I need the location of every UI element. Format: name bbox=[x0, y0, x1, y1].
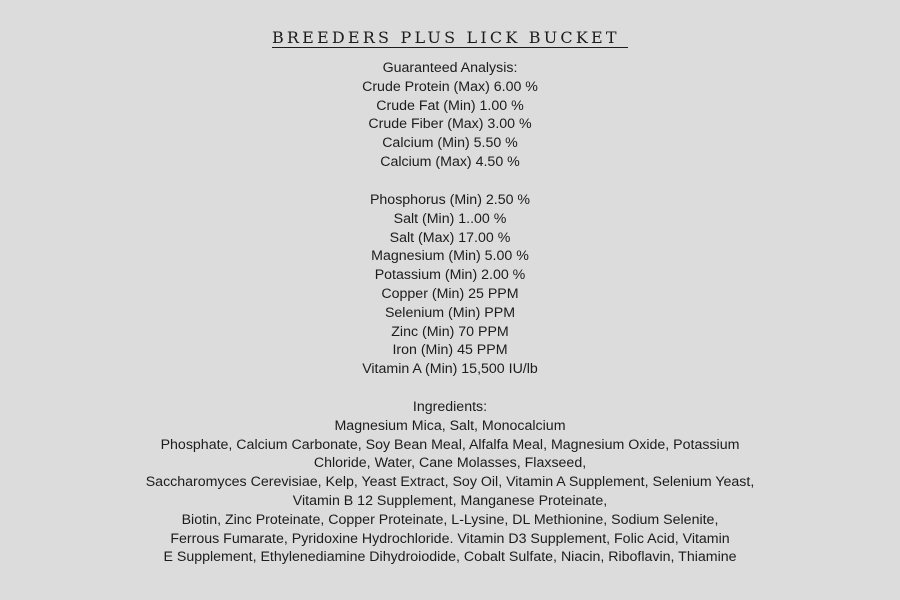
ingredients-line: Phosphate, Calcium Carbonate, Soy Bean Meal, Alfalfa Meal, Magnesium Oxide, Potassium bbox=[160, 436, 740, 453]
ingredients-line: Saccharomyces Cerevisiae, Kelp, Yeast Extract, Soy Oil, Vitamin A Supplement, Selenium Yeast, bbox=[145, 474, 755, 491]
analysis-line: Crude Fat (Min) 1.00 % bbox=[376, 97, 524, 114]
mineral-line: Salt (Max) 17.00 % bbox=[389, 229, 511, 246]
product-title bbox=[0, 27, 900, 49]
ingredients-line: Ferrous Fumarate, Pyridoxine Hydrochloride. Vitamin D3 Supplement, Folic Acid, Vitamin bbox=[170, 530, 730, 547]
mineral-line: Copper (Min) 25 PPM bbox=[381, 285, 519, 302]
product-title-text: BREEDERS PLUS LICK BUCKET bbox=[271, 28, 629, 47]
mineral-line: Potassium (Min) 2.00 % bbox=[374, 267, 526, 284]
ingredients-section bbox=[0, 398, 900, 567]
analysis-line: Crude Fiber (Max) 3.00 % bbox=[368, 116, 532, 133]
mineral-line: Salt (Min) 1..00 % bbox=[393, 210, 507, 227]
mineral-line: Magnesium (Min) 5.00 % bbox=[371, 248, 529, 265]
mineral-line: Phosphorus (Min) 2.50 % bbox=[369, 192, 531, 208]
analysis-line: Crude Protein (Max) 6.00 % bbox=[362, 78, 538, 95]
mineral-line: Vitamin A (Min) 15,500 IU/lb bbox=[362, 361, 538, 378]
mineral-line: Zinc (Min) 70 PPM bbox=[391, 323, 509, 340]
mineral-line: Iron (Min) 45 PPM bbox=[392, 342, 508, 359]
ingredients-line: Biotin, Zinc Proteinate, Copper Proteinate, L-Lysine, DL Methionine, Sodium Selenite, bbox=[181, 511, 719, 528]
ingredients-line: Chloride, Water, Cane Molasses, Flaxseed, bbox=[313, 455, 587, 472]
mineral-analysis-section bbox=[0, 191, 900, 379]
ingredients-line: Vitamin B 12 Supplement, Manganese Proteinate, bbox=[292, 492, 608, 509]
ingredients-heading: Ingredients: bbox=[412, 399, 488, 415]
analysis-heading: Guaranteed Analysis: bbox=[382, 60, 518, 76]
mineral-line: Selenium (Min) PPM bbox=[384, 304, 516, 321]
analysis-line: Calcium (Max) 4.50 % bbox=[380, 153, 520, 170]
analysis-line: Calcium (Min) 5.50 % bbox=[382, 135, 518, 152]
guaranteed-analysis-section bbox=[0, 59, 900, 172]
ingredients-line: E Supplement, Ethylenediamine Dihydroiodide, Cobalt Sulfate, Niacin, Riboflavin, Thiamine bbox=[163, 549, 737, 566]
ingredients-line: Magnesium Mica, Salt, Monocalcium bbox=[334, 417, 566, 434]
